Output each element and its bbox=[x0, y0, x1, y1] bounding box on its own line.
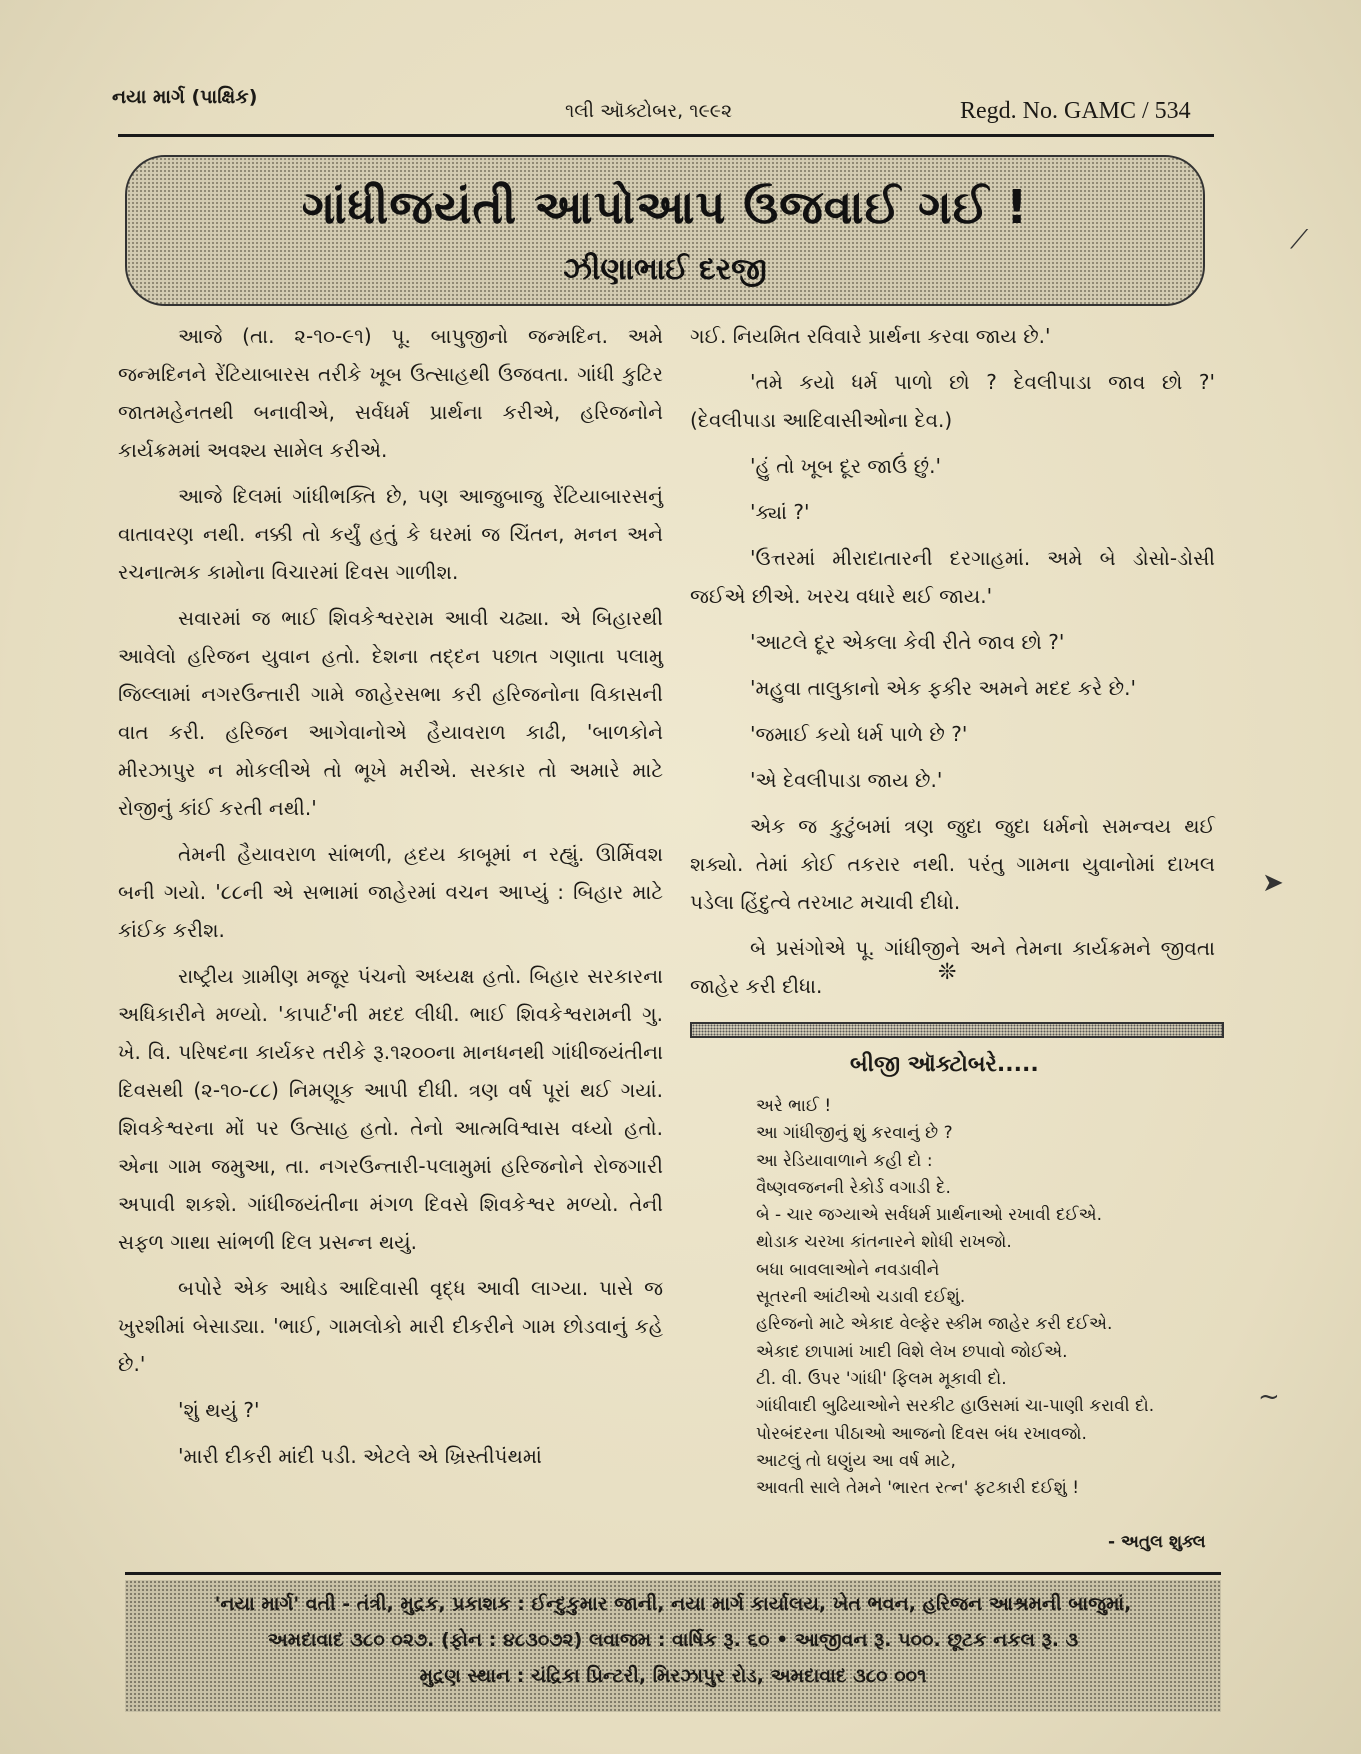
footer-divider bbox=[125, 1572, 1221, 1575]
article-title: ગાંધીજયંતી આપોઆપ ઉજવાઈ ગઈ ! bbox=[301, 180, 1029, 234]
paragraph: આજે દિલમાં ગાંધીભક્તિ છે, પણ આજુબાજુ રેંટિયાબારસનું વાતાવરણ નથી. નક્કી તો કર્યું હતું કે ઘરમાં જ ચિંતન, મનન અને રચનાત્મક કામોના વિચારમાં દિવસ ગાળીશ. bbox=[118, 484, 663, 584]
paragraph: આજે (તા. ૨-૧૦-૯૧) પૂ. બાપુજીનો જન્મદિન. અમે જન્મદિનને રેંટિયાબારસ તરીકે ખૂબ ઉત્સાહથી ઉજવતા. ગાંધી કુટિર જાતમહેનતથી બનાવીએ, સર્વધર્મ પ્રાર્થના કરીએ, હરિજનોને કાર્યક્રમમાં અવશ્ય સામેલ કરીએ. bbox=[118, 324, 663, 462]
right-column bbox=[690, 317, 1215, 1013]
paragraph: 'મહુવા તાલુકાનો એક ફકીર અમને મદદ કરે છે.' bbox=[750, 676, 1136, 700]
header-divider bbox=[118, 134, 1214, 137]
poem-line: બે - ચાર જગ્યાએ સર્વધર્મ પ્રાર્થનાઓ રખાવી દઈએ. bbox=[756, 1205, 1103, 1226]
footer-line: અમદાવાદ ૩૮૦ ૦૨૭. (ફોન : ૪૮૩૦૭૨) લવાજમ : વાર્ષિક રૂ. ૬૦ • આજીવન રૂ. ૫૦૦. છૂટક નકલ રૂ. ૩ bbox=[267, 1629, 1079, 1651]
poem-line: હરિજનો માટે એકાદ વેલ્ફેર સ્કીમ જાહેર કરી દઈએ. bbox=[756, 1314, 1113, 1335]
paragraph: 'મારી દીકરી માંદી પડી. એટલે એ ખ્રિસ્તીપંથમાં bbox=[178, 1444, 542, 1468]
margin-arrow-icon: ➤ bbox=[1262, 868, 1284, 898]
poem-body bbox=[756, 1093, 1226, 1502]
left-column bbox=[118, 317, 663, 1483]
footer-line: મુદ્રણ સ્થાન : ચંદ્રિકા પ્રિન્ટરી, મિરઝાપુર રોડ, અમદાવાદ ૩૮૦ ૦૦૧ bbox=[419, 1665, 927, 1687]
poem-line: વૈષ્ણવજનની રેકોર્ડ વગાડી દે. bbox=[756, 1177, 951, 1198]
poem-line: ટી. વી. ઉપર 'ગાંધી' ફિલમ મૂકાવી દો. bbox=[756, 1368, 1007, 1389]
poem-line: ગાંધીવાદી બુઢિયાઓને સરકીટ હાઉસમાં ચા-પાણી કરાવી દો. bbox=[756, 1396, 1155, 1417]
poem-line: આવતી સાલે તેમને 'ભારત રત્ન' ફટકારી દઈશું ! bbox=[756, 1478, 1080, 1499]
poem-line: થોડાક ચરખા કાંતનારને શોધી રાખજો. bbox=[756, 1232, 1012, 1253]
poem-line: આ ગાંધીજીનું શું કરવાનું છે ? bbox=[756, 1123, 953, 1144]
poem-line: આટલું તો ઘણુંય આ વર્ષ માટે, bbox=[756, 1450, 956, 1471]
paragraph: 'હું તો ખૂબ દૂર જાઉં છું.' bbox=[750, 454, 941, 478]
poem-line: પોરબંદરના પીઠાઓ આજનો દિવસ બંધ રખાવજો. bbox=[756, 1423, 1087, 1444]
paragraph: રાષ્ટ્રીય ગ્રામીણ મજૂર પંચનો અધ્યક્ષ હતો. બિહાર સરકારના અધિકારીને મળ્યો. 'કાપાર્ટ'ની મદદ લીધી. ભાઈ શિવકેશ્વરામની ગુ. ખે. વિ. પરિષદના કાર્યકર તરીકે રૂ.૧૨૦૦ના માનધનથી ગાંધીજયંતીના દિવસથી (૨-૧૦-૮૮) નિમણૂક આપી દીધી. ત્રણ વર્ષ પૂરાં થઈ ગયાં. શિવકેશ્વરના મોં પર ઉત્સાહ હતો. તેનો આત્મવિશ્વાસ વધ્યો હતો. એના ગામ જમુઆ, તા. નગરઉન્તારી-પલામુમાં હરિજનોને રોજગારી અપાવી શકશે. ગાંધીજયંતીના મંગળ દિવસે શિવકેશ્વર મળ્યો. તેની સફળ ગાથા સાંભળી દિલ પ્રસન્ન થયું. bbox=[118, 964, 663, 1254]
poem-title: બીજી ઑક્ટોબરે..... bbox=[850, 1052, 1039, 1077]
margin-scribble-icon: ~ bbox=[1258, 1382, 1280, 1412]
poem-author: - અતુલ શુક્લ bbox=[1108, 1532, 1206, 1552]
paragraph: બે પ્રસંગોએ પૂ. ગાંધીજીને અને તેમના કાર્યક્રમને જીવતા જાહેર કરી દીધા. bbox=[690, 936, 1215, 998]
paragraph: ગઈ. નિયમિત રવિવારે પ્રાર્થના કરવા જાય છે.' bbox=[690, 324, 1051, 348]
poem-line: બધા બાવલાઓને નવડાવીને bbox=[756, 1259, 940, 1280]
margin-scribble-icon: ⟋ bbox=[1290, 225, 1309, 255]
paragraph: એક જ કુટુંબમાં ત્રણ જુદા જુદા ધર્મનો સમન્વય થઈ શક્યો. તેમાં કોઈ તકરાર નથી. પરંતુ ગામના યુવાનોમાં દાખલ પડેલા હિંદુત્વે તરખાટ મચાવી દીધો. bbox=[690, 814, 1215, 914]
publication-name: નયા માર્ગ (પાક્ષિક) bbox=[112, 86, 258, 108]
paragraph: 'ક્યાં ?' bbox=[750, 500, 810, 524]
paragraph: 'ઉત્તરમાં મીરાદાતારની દરગાહમાં. અમે બે ડોસો-ડોસી જઈએ છીએ. ખરચ વધારે થઈ જાય.' bbox=[690, 546, 1215, 608]
paragraph: 'તમે કયો ધર્મ પાળો છો ? દેવલીપાડા જાવ છો ?' (દેવલીપાડા આદિવાસીઓના દેવ.) bbox=[690, 370, 1215, 432]
issue-date: ૧લી ઑક્ટોબર, ૧૯૯૨ bbox=[565, 100, 733, 122]
poem-divider bbox=[690, 1022, 1224, 1038]
poem-line: અરે ભાઈ ! bbox=[756, 1096, 832, 1116]
paragraph: 'શું થયું ?' bbox=[178, 1398, 260, 1422]
poem-line: એકાદ છાપામાં ખાદી વિશે લેખ છપાવો જોઈએ. bbox=[756, 1341, 1068, 1362]
paragraph: તેમની હૈયાવરાળ સાંભળી, હ્રદય કાબૂમાં ન રહ્યું. ઊર્મિવશ બની ગયો. '૮૮ની એ સભામાં જાહેરમાં વચન આપ્યું : બિહાર માટે કાંઈક કરીશ. bbox=[118, 842, 664, 942]
end-mark-icon: ❊ bbox=[938, 960, 957, 985]
paragraph: સવારમાં જ ભાઈ શિવકેશ્વરરામ આવી ચઢ્યા. એ બિહારથી આવેલો હરિજન યુવાન હતો. દેશના તદ્દન પછાત ગણાતા પલામુ જિલ્લામાં નગરઉન્તારી ગામે જાહેરસભા કરી હરિજનોના વિકાસની વાત કરી. હરિજન આગેવાનોએ હૈયાવરાળ કાઢી, 'બાળકોને મીરઝાપુર ન મોકલીએ તો ભૂખે મરીએ. સરકાર તો અમારે માટે રોજીનું કાંઈ કરતી નથી.' bbox=[118, 606, 663, 820]
imprint-footer bbox=[125, 1580, 1221, 1712]
paragraph: 'જમાઈ કયો ધર્મ પાળે છે ?' bbox=[750, 722, 968, 746]
footer-line: 'નયા માર્ગ' વતી - તંત્રી, મુદ્રક, પ્રકાશક : ઈન્દુકુમાર જાની, નયા માર્ગ કાર્યાલય, ખેત ભવન, હરિજન આશ્રમની બાજુમાં, bbox=[214, 1593, 1132, 1615]
poem-line: આ રેડિયાવાળાને કહી દો : bbox=[756, 1150, 933, 1171]
paragraph: બપોરે એક આધેડ આદિવાસી વૃદ્ધ આવી લાગ્યા. પાસે જ ખુરશીમાં બેસાડ્યા. 'ભાઈ, ગામલોકો મારી દીકરીને ગામ છોડવાનું કહે છે.' bbox=[118, 1276, 663, 1376]
registration-number: Regd. No. GAMC / 534 bbox=[960, 98, 1191, 124]
paragraph: 'આટલે દૂર એકલા કેવી રીતે જાવ છો ?' bbox=[750, 630, 1065, 654]
poem-line: સૂતરની આંટીઓ ચડાવી દઈશું. bbox=[756, 1287, 966, 1308]
paragraph: 'એ દેવલીપાડા જાય છે.' bbox=[750, 768, 943, 792]
article-author: ઝીણાભાઈ દરજી bbox=[563, 252, 767, 287]
